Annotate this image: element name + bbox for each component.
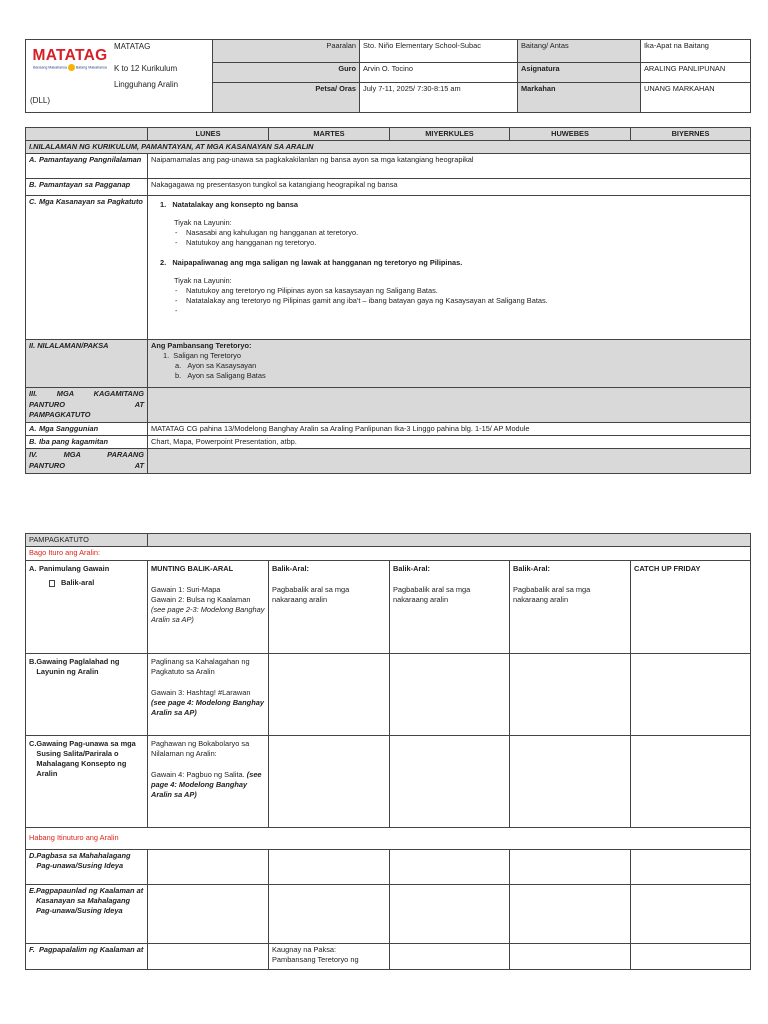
c2-list xyxy=(154,286,744,306)
section4-cont-label: PAMPAGKATUTO xyxy=(26,534,148,547)
field-value-petsa: July 7-11, 2025/ 7:30-8:15 am xyxy=(360,83,518,113)
row-b-martes xyxy=(269,653,390,735)
header-dll: (DLL) xyxy=(30,96,51,105)
day-huwebes: HUWEBES xyxy=(510,128,631,141)
section3-a-value: MATATAG CG pahina 13/Modelong Banghay Aralin sa Araling Panlipunan Ika-3 Linggo pahina blg. 1-15/ AP Module xyxy=(148,423,751,436)
matatag-logo xyxy=(32,48,108,71)
row-c-miyerkules xyxy=(390,735,510,827)
section1-a-label: A. Pamantayang Pangnilalaman xyxy=(26,153,148,178)
days-header-blank xyxy=(26,128,148,141)
section1-b-label: B. Pamantayan sa Pagganap xyxy=(26,178,148,195)
row-b-huwebes xyxy=(510,653,631,735)
header-title-line3: Lingguhang Aralin xyxy=(114,80,179,89)
row-a-label: A. Panimulang Gawain Balik-aral xyxy=(26,560,148,653)
row-a-biyernes: CATCH UP FRIDAY xyxy=(631,560,751,653)
section2-title: Ang Pambansang Teretoryo: xyxy=(151,340,252,350)
row-c-martes xyxy=(269,735,390,827)
field-value-asignatura: ARALING PANLIPUNAN xyxy=(641,63,751,83)
field-label-paaralan: Paaralan xyxy=(213,40,360,63)
header-title-line1: MATATAG xyxy=(114,42,151,51)
main-table xyxy=(25,127,751,474)
logo-tagline: Bansang Makabansa Batang Makabansa xyxy=(33,64,107,69)
field-value-markahan: UNANG MARKAHAN xyxy=(641,83,751,113)
section4-blank xyxy=(148,449,751,473)
header-title-line2: K to 12 Kurikulum xyxy=(114,64,178,73)
row-e-label: E. Pagpapaunlad ng Kaalaman at Kasanayan sa Mahalagang Pag-unawa/Susing Ideya xyxy=(26,884,148,943)
section2-value xyxy=(148,339,751,387)
bago-ituro-heading: Bago Ituro ang Aralin: xyxy=(26,546,751,560)
c2-intro: Tiyak na Layunin: xyxy=(174,275,232,285)
section2-sub-a: a. Ayon sa Kasaysayan xyxy=(175,360,257,370)
row-c-label: C. Gawaing Pag-unawa sa mga Susing Salita/Parirala o Mahalagang Konsepto ng Aralin xyxy=(26,735,148,827)
row-c-biyernes xyxy=(631,735,751,827)
row-c-lunes: Paghawan ng Bokabolaryo sa Nilalaman ng Aralin: Gawain 4: Pagbuo ng Salita. (see page 4: Modelong Banghay Aralin sa AP) xyxy=(148,735,269,827)
row-c-huwebes xyxy=(510,735,631,827)
c1-item: - Natutukoy ang hangganan ng teretoryo. xyxy=(186,238,744,248)
row-b-miyerkules xyxy=(390,653,510,735)
c2-item: - Natatalakay ang teretoryo ng Pilipinas gamit ang iba't – ibang batayan gaya ng Kasaysayan at Saligang Batas. xyxy=(186,296,744,306)
row-a-martes: Balik-Aral: Pagbabalik aral sa mga nakaraang aralin xyxy=(269,560,390,653)
logo-heart-icon xyxy=(68,64,75,71)
row-a-huwebes: Balik-Aral: Pagbabalik aral sa mga nakaraang aralin xyxy=(510,560,631,653)
section4-cont-blank xyxy=(148,534,751,547)
section3-a-label: A. Mga Sanggunian xyxy=(26,423,148,436)
field-value-baitang: Ika-Apat na Baitang xyxy=(641,40,751,63)
field-label-guro: Guro xyxy=(213,63,360,83)
c1-list xyxy=(154,228,744,248)
field-value-guro: Arvin O. Tocino xyxy=(360,63,518,83)
day-miyerkules: MIYERKULES xyxy=(390,128,510,141)
section1-c-label: C. Mga Kasanayan sa Pagkatuto xyxy=(26,195,148,339)
row-d-label: D. Pagbasa sa Mahahalagang Pag-unawa/Susing Ideya xyxy=(26,849,148,884)
row-b-lunes: Paglinang sa Kahalagahan ng Pagkatuto sa Aralin Gawain 3: Hashtag! #Larawan (see page 4: Modelong Banghay Aralin sa AP) xyxy=(148,653,269,735)
row-f-martes: Kaugnay na Paksa: Pambansang Teretoryo ng xyxy=(269,943,390,969)
field-label-baitang: Baitang/ Antas xyxy=(518,40,641,63)
day-lunes: LUNES xyxy=(148,128,269,141)
section2-label: II. NILALAMAN/PAKSA xyxy=(26,339,148,387)
logo-wordmark: MATATAG xyxy=(32,47,108,64)
field-label-markahan: Markahan xyxy=(518,83,641,113)
bullet-icon xyxy=(49,580,55,587)
row-b-label: B. Gawaing Paglalahad ng Layunin ng Aralin xyxy=(26,653,148,735)
section2-item1: 1. Saligan ng Teretoryo xyxy=(163,350,241,360)
field-label-petsa: Petsa/ Oras xyxy=(213,83,360,113)
section1-a-value: Naipamamalas ang pag-unawa sa pagkakakilanlan ng bansa ayon sa mga katangiang heograpikal xyxy=(148,153,751,178)
section1-c-value xyxy=(148,195,751,339)
section3-b-value: Chart, Mapa, Powerpoint Presentation, atbp. xyxy=(148,436,751,449)
c1-title: 1. Natatalakay ang konsepto ng bansa xyxy=(160,199,299,209)
section1-b-value: Nakagagawa ng presentasyon tungkol sa katangiang heograpikal ng bansa xyxy=(148,178,751,195)
c2-title: 2. Naipapaliwanag ang mga saligan ng lawak at hangganan ng teretoryo ng Pilipinas. xyxy=(160,257,463,267)
c2-item: - Natutukoy ang teretoryo ng Pilipinas ayon sa kasaysayan ng Saligang Batas. xyxy=(186,286,744,296)
continuation-table xyxy=(25,533,751,970)
section2-sub-b: b. Ayon sa Saligang Batas xyxy=(175,370,266,380)
section3-label: III. MGA KAGAMITANG PANTURO AT PAMPAGKATUTO xyxy=(26,387,148,422)
section3-b-label: B. Iba pang kagamitan xyxy=(26,436,148,449)
c1-item: - Nasasabi ang kahulugan ng hangganan at teretoryo. xyxy=(186,228,744,238)
header-logo-cell xyxy=(26,40,213,113)
header-table xyxy=(25,39,751,113)
section3-blank xyxy=(148,387,751,422)
section4-label: IV. MGA PARAANG PANTURO AT xyxy=(26,449,148,473)
field-value-paaralan: Sto. Niño Elementary School-Subac xyxy=(360,40,518,63)
habang-itinuturo-heading: Habang Itinuturo ang Aralin xyxy=(26,827,751,849)
day-biyernes: BIYERNES xyxy=(631,128,751,141)
row-b-biyernes xyxy=(631,653,751,735)
row-a-miyerkules: Balik-Aral: Pagbabalik aral sa mga nakaraang aralin xyxy=(390,560,510,653)
c1-intro: Tiyak na Layunin: xyxy=(174,217,232,227)
field-label-asignatura: Asignatura xyxy=(518,63,641,83)
section1-title: I.NILALAMAN NG KURIKULUM, PAMANTAYAN, AT MGA KASANAYAN SA ARALIN xyxy=(26,140,751,153)
row-f-label: F. Pagpapalalim ng Kaalaman at xyxy=(26,943,148,969)
row-a-lunes: MUNTING BALIK-ARAL Gawain 1: Suri-Mapa Gawain 2: Bulsa ng Kaalaman (see page 2-3: Modelong Banghay Aralin sa AP) xyxy=(148,560,269,653)
day-martes: MARTES xyxy=(269,128,390,141)
